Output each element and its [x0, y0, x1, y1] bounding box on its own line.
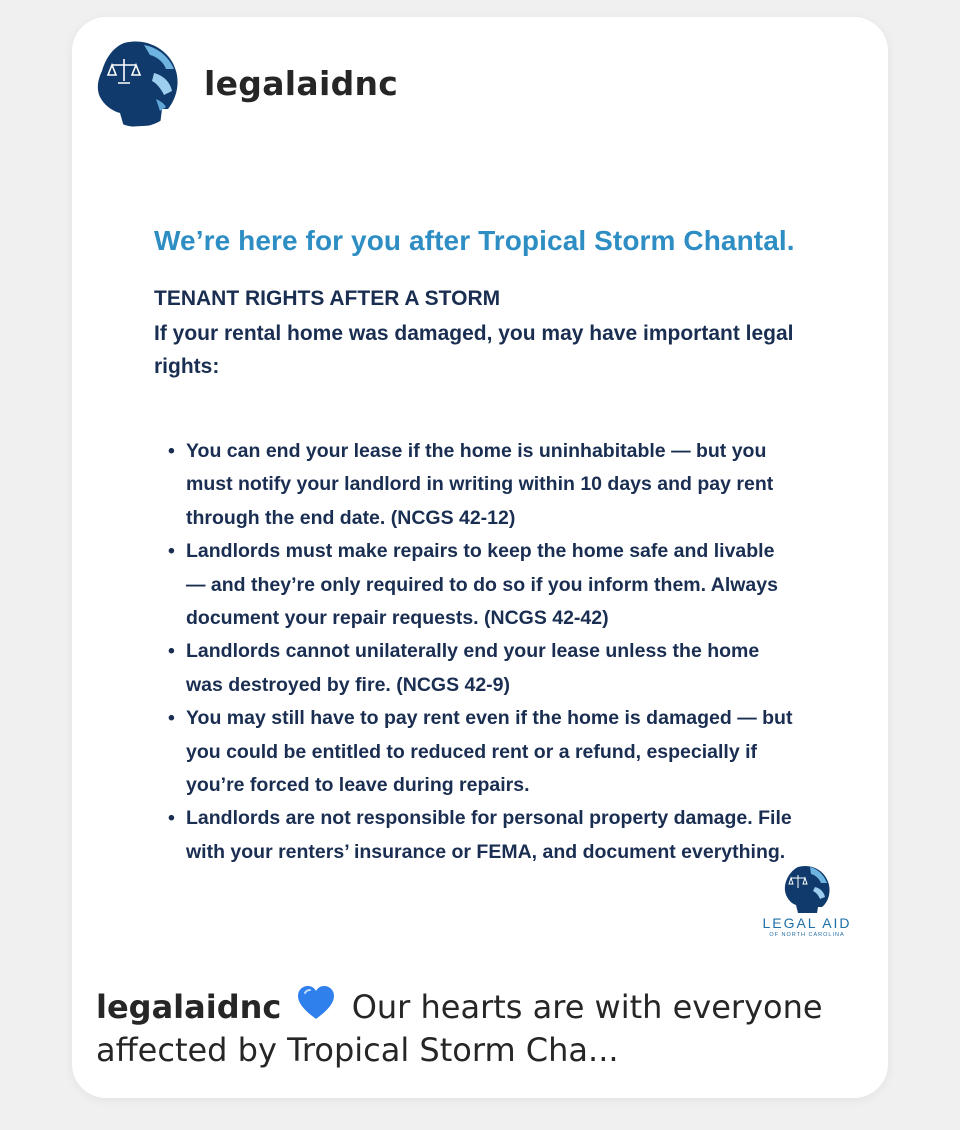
post-username[interactable]: legalaidnc [204, 63, 399, 103]
list-item [154, 802, 794, 869]
caption-username[interactable]: legalaidnc [96, 988, 282, 1026]
list-item [154, 435, 794, 535]
caption-text: Our hearts are with everyone affected by Tropical Storm Cha... [96, 988, 823, 1069]
logo-text: LEGAL AID [762, 915, 852, 931]
post-card [72, 17, 888, 1098]
list-item [154, 635, 794, 702]
list-item [154, 535, 794, 635]
tenant-rights-list [154, 435, 794, 869]
post-caption[interactable] [96, 985, 866, 1072]
intro-text: If your rental home was damaged, you may have important legal rights: [154, 322, 794, 378]
list-item-text: Landlords cannot unilaterally end your lease unless the home was destroyed by fire. (NCGS 42-9) [186, 640, 760, 696]
list-item-text: You may still have to pay rent even if the home is damaged — but you could be entitled to reduced rent or a refund, especially if you’re forced to leave during repairs. [186, 707, 793, 797]
bullet-icon: • [168, 440, 175, 462]
post-image[interactable] [72, 177, 888, 977]
list-item [154, 702, 794, 802]
post-headline: We’re here for you after Tropical Storm Chantal. [154, 225, 795, 256]
bullet-icon: • [168, 640, 175, 663]
section-title: TENANT RIGHTS AFTER A STORM [154, 287, 501, 310]
logo-subtext: OF NORTH CAROLINA [769, 932, 845, 938]
list-item-text: Landlords must make repairs to keep the home safe and livable — and they’re only required to do so if you inform them. Always document your repair requests. (NCGS 42-42) [186, 540, 778, 630]
bullet-icon: • [168, 540, 175, 563]
list-item-text: You can end your lease if the home is uninhabitable — but you must notify your landlord in writing within 10 days and pay rent through the end date. (NCGS 42-12) [186, 440, 774, 529]
bullet-icon: • [168, 807, 175, 830]
legal-aid-logo [754, 863, 860, 938]
post-header [94, 39, 398, 127]
bullet-icon: • [168, 707, 175, 730]
blue-heart-icon [296, 985, 336, 1021]
legal-aid-avatar-icon[interactable] [94, 39, 182, 127]
legal-aid-logo-icon [782, 863, 832, 913]
list-item-text: Landlords are not responsible for personal property damage. File with your renters’ insurance or FEMA, and document everything. [186, 807, 792, 863]
